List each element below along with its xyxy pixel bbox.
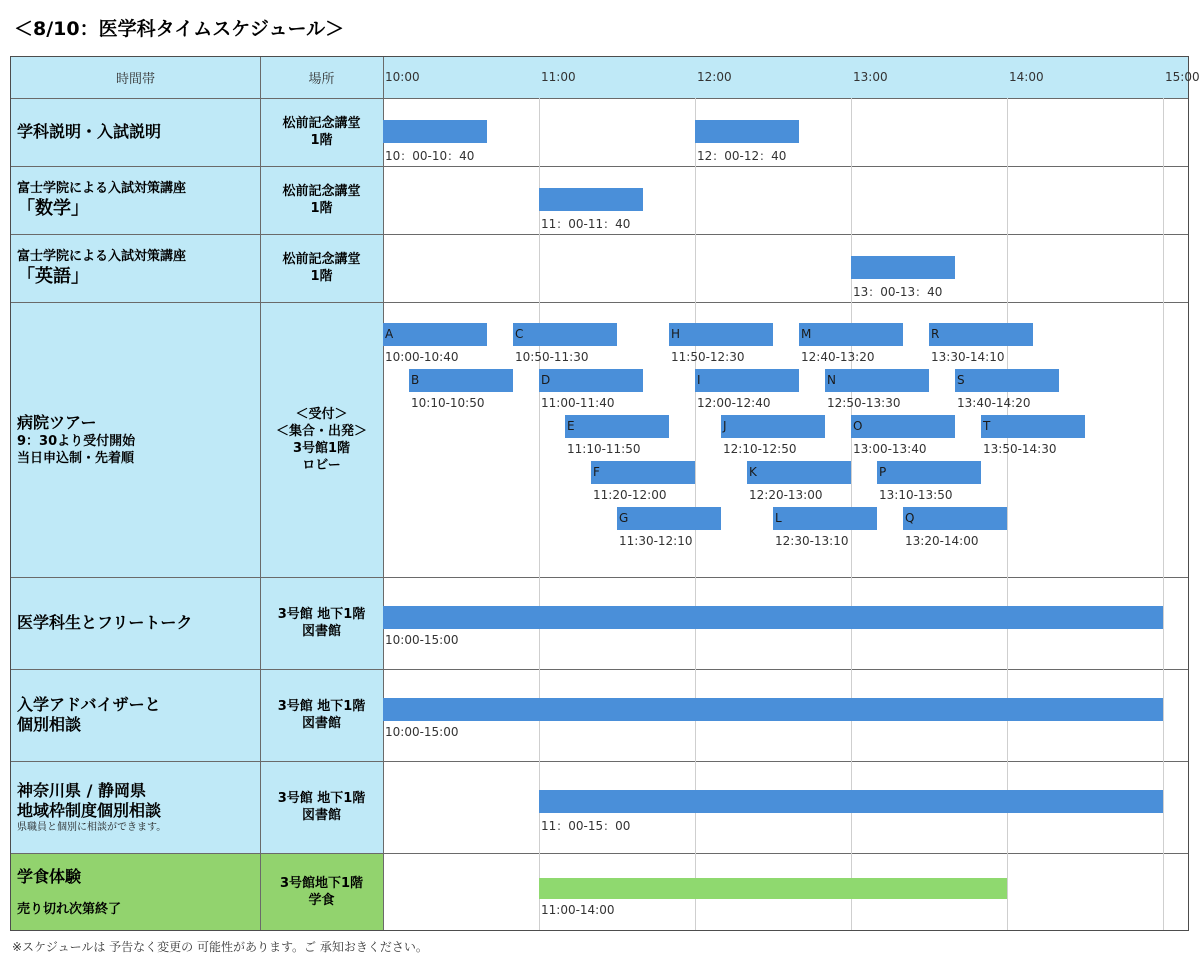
schedule-bar: [383, 323, 487, 346]
grid-line: [1163, 98, 1164, 930]
bar-letter: C: [515, 327, 524, 341]
timeline-chart: [11, 57, 1200, 930]
bar-letter: Q: [905, 511, 915, 525]
bar-time-label: 13：00-13：40: [853, 285, 943, 299]
schedule-bar: [383, 698, 1163, 721]
bar-time-label: 12:50-13:30: [827, 396, 901, 410]
bar-letter: H: [671, 327, 681, 341]
schedule-bar: [981, 415, 1085, 438]
bar-letter: O: [853, 419, 863, 433]
schedule-bar: [851, 256, 955, 279]
schedule-bar: [851, 415, 955, 438]
bar-time-label: 12:00-12:40: [697, 396, 771, 410]
header-place-label: 場所: [308, 72, 335, 87]
footnote: ※スケジュールは 予告なく変更の 可能性があります。ご 承知おきください。: [12, 940, 428, 954]
schedule-table: [10, 56, 1200, 931]
schedule-bar: [539, 790, 1163, 813]
schedule-bar: [539, 369, 643, 392]
bar-letter: M: [801, 327, 812, 341]
header-time-label: 時間帯: [115, 72, 155, 87]
schedule-bar: [695, 369, 799, 392]
schedule-bar: [513, 323, 617, 346]
row-place-advisor: 3号館 地下1階 図書館: [260, 669, 383, 761]
x-tick-label: 12:00: [697, 70, 732, 84]
bar-time-label: 13:20-14:00: [905, 534, 979, 548]
row-subtitle: 個別相談: [17, 715, 82, 734]
bar-time-label: 11：00-11：40: [541, 217, 631, 231]
row-place-cafeteria: 3号館地下1階 学食: [260, 853, 383, 930]
bar-time-label: 12:30-13:10: [775, 534, 849, 548]
schedule-bar: [565, 415, 669, 438]
schedule-bar: [773, 507, 877, 530]
bar-letter: B: [411, 373, 420, 387]
row-note: 県職員と個別に相談ができます。: [17, 821, 167, 833]
row-note-reception: 9：30より受付開始: [17, 433, 136, 449]
bar-time-label: 11:20-12:00: [593, 488, 667, 502]
x-tick-label: 10:00: [385, 70, 420, 84]
schedule-bar: [799, 323, 903, 346]
row-place-regional-quota: 3号館 地下1階 図書館: [260, 761, 383, 853]
bar-letter: P: [879, 465, 887, 479]
bar-time-label: 11:00-14:00: [541, 903, 615, 917]
schedule-bar: [591, 461, 695, 484]
schedule-bar: [669, 323, 773, 346]
bar-letter: J: [723, 419, 727, 433]
schedule-bar: [383, 120, 487, 143]
row-place-free-talk: 3号館 地下1階 図書館: [260, 577, 383, 669]
bar-time-label: 11:30-12:10: [619, 534, 693, 548]
row-title: 学食体験: [17, 867, 82, 886]
bar-letter: L: [775, 511, 782, 525]
bar-time-label: 10:50-11:30: [515, 350, 589, 364]
bar-letter: A: [385, 327, 394, 341]
bar-letter: N: [827, 373, 836, 387]
x-tick-label: 14:00: [1009, 70, 1044, 84]
bar-time-label: 12:40-13:20: [801, 350, 875, 364]
bar-letter: R: [931, 327, 940, 341]
row-place-hospital-tour: ＜受付＞ ＜集合・出発＞ 3号館1階 ロビー: [260, 302, 383, 577]
schedule-bar: [903, 507, 1007, 530]
bar-letter: D: [541, 373, 551, 387]
schedule-bar: [539, 878, 1007, 899]
bar-time-label: 10:00-10:40: [385, 350, 459, 364]
row-subtitle: 「数学」: [17, 197, 89, 219]
bar-time-label: 12:20-13:00: [749, 488, 823, 502]
schedule-bar: [825, 369, 929, 392]
row-title: 入学アドバイザーと: [17, 695, 161, 714]
schedule-bar: [721, 415, 825, 438]
schedule-bar: [409, 369, 513, 392]
bar-letter: I: [697, 373, 701, 387]
bar-letter: E: [567, 419, 575, 433]
schedule-bar: [617, 507, 721, 530]
row-title: 病院ツアー: [17, 412, 97, 432]
row-title: 医学科生とフリートーク: [17, 613, 193, 632]
bar-time-label: 13:30-14:10: [931, 350, 1005, 364]
row-subtitle: 売り切れ次第終了: [17, 902, 122, 917]
page-title: ＜8/10：医学科タイムスケジュール＞: [14, 18, 345, 40]
schedule-bar: [955, 369, 1059, 392]
bar-time-label: 10:10-10:50: [411, 396, 485, 410]
bar-time-label: 11:00-11:40: [541, 396, 615, 410]
row-title: 富士学院による入試対策講座: [17, 248, 187, 264]
bar-time-label: 13:50-14:30: [983, 442, 1057, 456]
row-title: 神奈川県 / 静岡県: [17, 780, 146, 800]
bar-letter: G: [619, 511, 629, 525]
bar-time-label: 11:50-12:30: [671, 350, 745, 364]
x-tick-label: 11:00: [541, 70, 576, 84]
row-subtitle: 「英語」: [17, 265, 89, 287]
bar-time-label: 10:00-15:00: [385, 725, 459, 739]
row-place-english-course: 松前記念講堂 1階: [260, 234, 383, 302]
bar-time-label: 13:00-13:40: [853, 442, 927, 456]
bar-time-label: 13:40-14:20: [957, 396, 1031, 410]
bar-time-label: 11:10-11:50: [567, 442, 641, 456]
row-title: 富士学院による入試対策講座: [17, 180, 187, 196]
bar-letter: S: [957, 373, 965, 387]
bar-time-label: 11：00-15：00: [541, 819, 631, 833]
row-title: 学科説明・入試説明: [17, 122, 162, 141]
bar-time-label: 12:10-12:50: [723, 442, 797, 456]
schedule-bar: [695, 120, 799, 143]
row-place-explanation: 松前記念講堂 1階: [260, 98, 383, 166]
bar-letter: K: [749, 465, 757, 479]
schedule-bar: [747, 461, 851, 484]
bar-time-label: 10：00-10：40: [385, 149, 475, 163]
schedule-bar: [383, 606, 1163, 629]
bar-time-label: 12：00-12：40: [697, 149, 787, 163]
row-place-math-course: 松前記念講堂 1階: [260, 166, 383, 234]
bar-letter: T: [983, 419, 991, 433]
row-note-first-come: 当日申込制・先着順: [17, 450, 135, 466]
schedule-bar: [929, 323, 1033, 346]
bar-time-label: 10:00-15:00: [385, 633, 459, 647]
row-subtitle: 地域枠制度個別相談: [17, 800, 162, 820]
x-tick-label: 13:00: [853, 70, 888, 84]
bar-letter: F: [593, 465, 600, 479]
bar-time-label: 13:10-13:50: [879, 488, 953, 502]
x-tick-label: 15:00: [1165, 70, 1200, 84]
schedule-bar: [539, 188, 643, 211]
schedule-bar: [877, 461, 981, 484]
